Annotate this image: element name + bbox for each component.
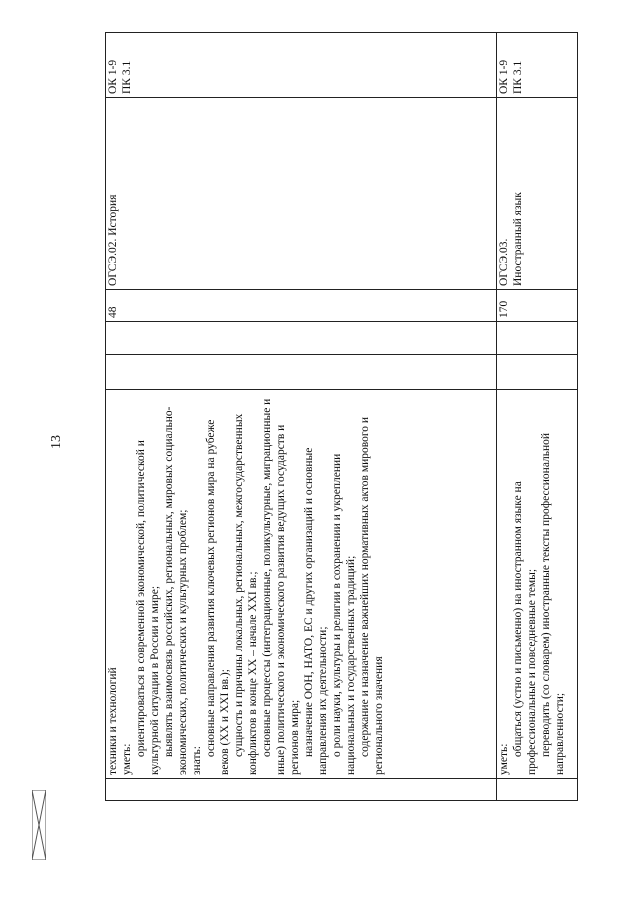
empty-cell <box>497 322 578 355</box>
knowledge-item: содержание и назначение важнейших нормативных актов мирового и регионального значения <box>359 416 385 775</box>
rotated-page-content <box>105 33 575 801</box>
hours-cell: 170 <box>497 290 578 322</box>
page-number: 13 <box>49 435 64 449</box>
competency-item: ОК 1-9 <box>498 59 510 94</box>
skills-heading: уметь: <box>498 743 510 775</box>
requirements-cell <box>106 390 497 779</box>
table-row-foreign-language <box>497 33 578 801</box>
knowledge-heading: знать: <box>191 746 203 775</box>
curriculum-table <box>105 32 578 801</box>
competencies-cell <box>106 33 497 98</box>
skills-heading: уметь: <box>121 743 133 775</box>
continuation-text: техники и технологий <box>107 667 119 775</box>
subject-cell <box>497 98 578 290</box>
skill-item: переводить (со словарем) иностранные тексты профессиональной направленности; <box>540 432 566 775</box>
empty-index-cell <box>497 779 578 801</box>
competency-item: ПК 3.1 <box>121 60 133 94</box>
knowledge-item: основные направления развития ключевых регионов мира на рубеже веков (XX и XXI вв.); <box>205 419 231 775</box>
knowledge-item: основные процессы (интеграционные, поликультурные, миграционные и иные) политического и экономического развития ведущих государств и регионов мира; <box>261 398 301 775</box>
footer-code-stamp <box>32 790 46 860</box>
subject-cell: ОГСЭ.02. История <box>106 98 497 290</box>
subject-name: Иностранный язык <box>512 192 524 286</box>
hours-cell: 48 <box>106 290 497 322</box>
requirements-cell <box>497 390 578 779</box>
subject-code: ОГСЭ.03. <box>498 238 510 286</box>
skill-item: ориентироваться в современной экономической, политической и культурной ситуации в России и мире; <box>135 440 161 775</box>
knowledge-item: о роли науки, культуры и религии в сохранении и укреплении национальных и государственных традиций; <box>331 453 357 775</box>
knowledge-item: назначение ООН, НАТО, ЕС и других организаций и основные направления их деятельности; <box>303 447 329 775</box>
knowledge-item: сущность и причины локальных, региональных, межгосударственных конфликтов в конце XX – начале XXI вв.; <box>233 413 259 775</box>
table-row-history <box>106 33 497 801</box>
empty-cell <box>106 322 497 355</box>
empty-cell <box>106 355 497 390</box>
competencies-cell <box>497 33 578 98</box>
empty-index-cell <box>106 779 497 801</box>
skill-item: выявлять взаимосвязь российских, региональных, мировых социально-экономических, политических и культурных проблем; <box>163 406 189 775</box>
competency-item: ПК 3.1 <box>512 60 524 94</box>
empty-cell <box>497 355 578 390</box>
skill-item: общаться (устно и письменно) на иностранном языке на профессиональные и повседневные темы; <box>512 481 538 775</box>
competency-item: ОК 1-9 <box>107 59 119 94</box>
